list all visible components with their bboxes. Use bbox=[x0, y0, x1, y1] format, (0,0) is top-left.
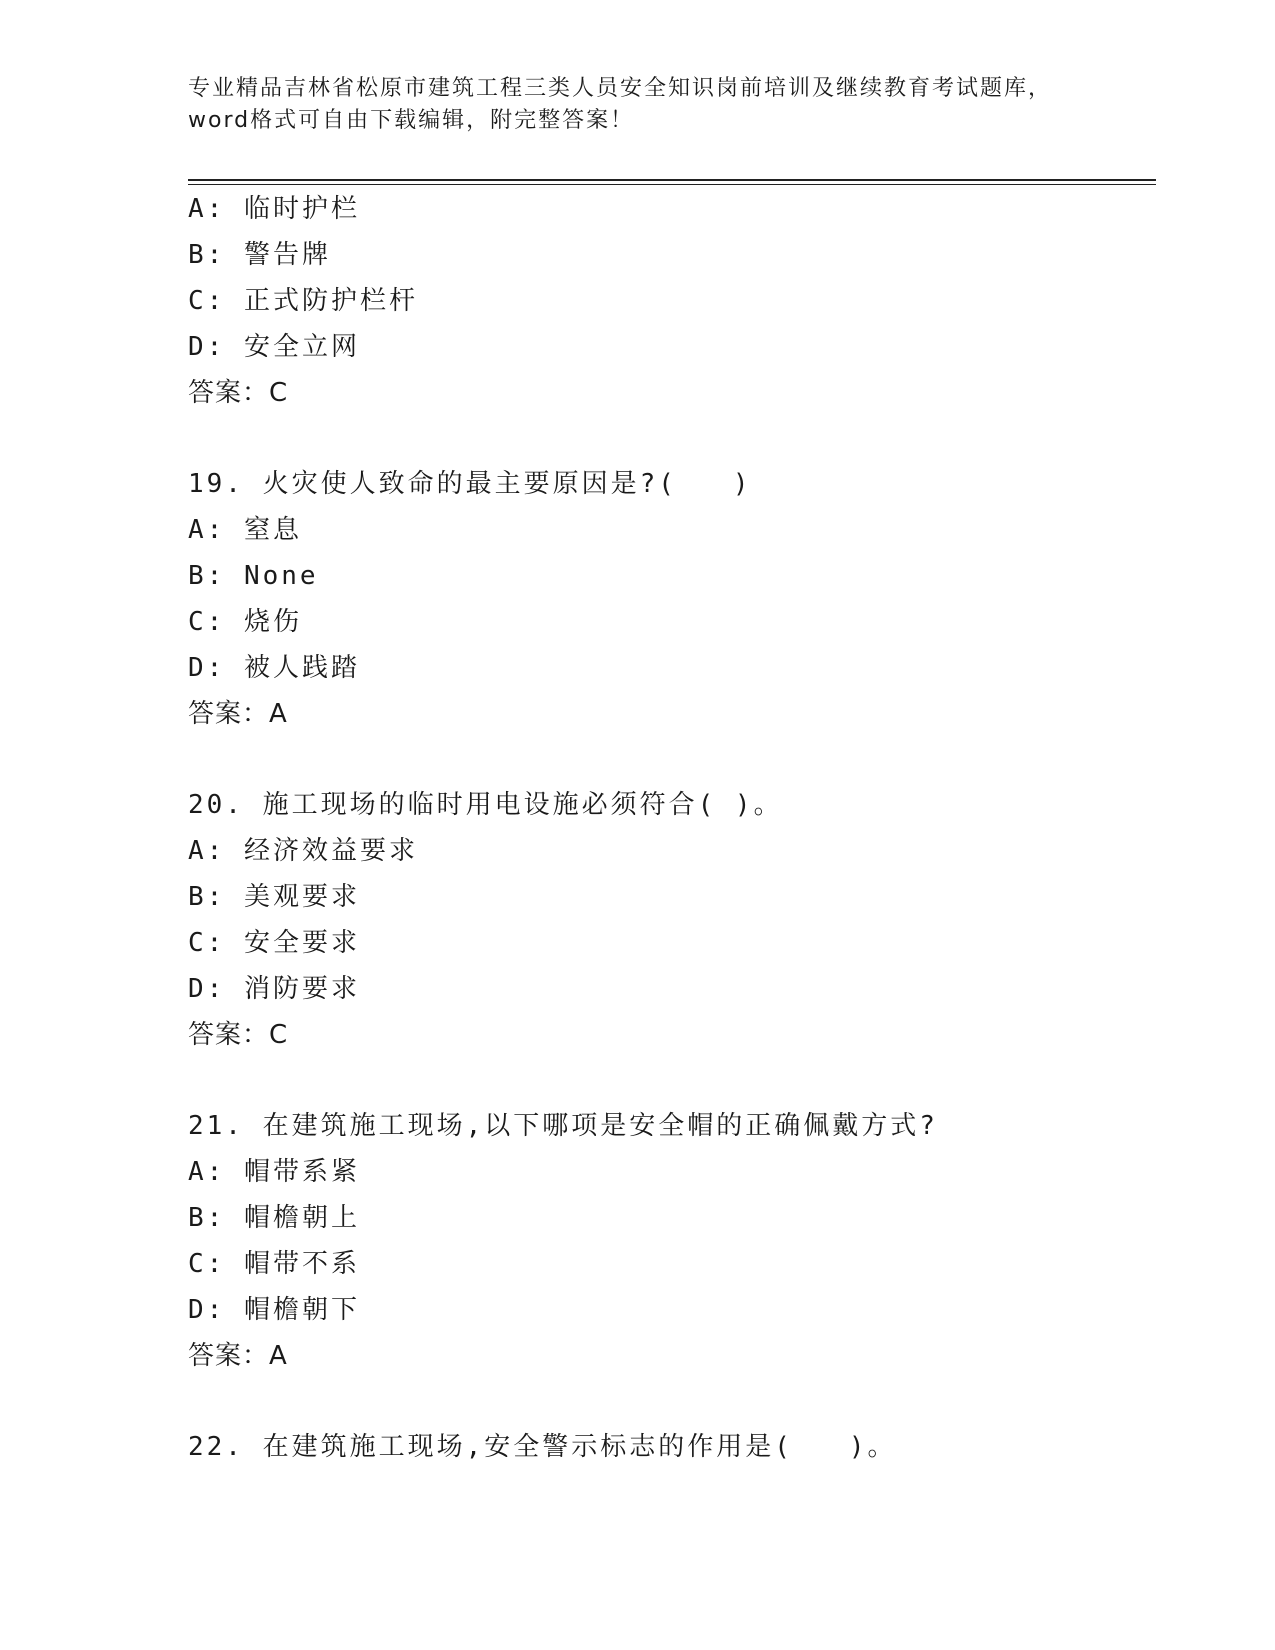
question-20-block bbox=[188, 782, 1156, 1058]
answer-line: 答案：C bbox=[188, 378, 289, 408]
spacer bbox=[188, 737, 1156, 782]
option-c: C: 帽带不系 bbox=[188, 1249, 360, 1279]
question-19-block bbox=[188, 461, 1156, 737]
header-divider bbox=[188, 179, 1156, 185]
option-c: C: 烧伤 bbox=[188, 607, 302, 637]
spacer bbox=[188, 416, 1156, 461]
question-text: 20. 施工现场的临时用电设施必须符合( )。 bbox=[188, 790, 783, 820]
option-c: C: 安全要求 bbox=[188, 928, 360, 958]
question-18-block bbox=[188, 186, 1156, 416]
option-d: D: 帽檐朝下 bbox=[188, 1295, 360, 1325]
spacer bbox=[188, 1058, 1156, 1103]
option-b: B: 美观要求 bbox=[188, 882, 360, 912]
question-21-block bbox=[188, 1103, 1156, 1379]
question-text: 21. 在建筑施工现场,以下哪项是安全帽的正确佩戴方式? bbox=[188, 1111, 938, 1141]
answer-line: 答案：C bbox=[188, 1020, 289, 1050]
option-a: A: 帽带系紧 bbox=[188, 1157, 360, 1187]
option-a: A: 经济效益要求 bbox=[188, 836, 418, 866]
header-line-2: word格式可自由下载编辑，附完整答案！ bbox=[188, 108, 635, 133]
option-a: A: 临时护栏 bbox=[188, 194, 360, 224]
option-b: B: None bbox=[188, 561, 319, 591]
question-22-block bbox=[188, 1424, 1156, 1470]
header-line-1: 专业精品吉林省松原市建筑工程三类人员安全知识岗前培训及继续教育考试题库， bbox=[188, 76, 1053, 101]
option-c: C: 正式防护栏杆 bbox=[188, 286, 418, 316]
option-d: D: 消防要求 bbox=[188, 974, 360, 1004]
option-d: D: 安全立网 bbox=[188, 332, 360, 362]
option-b: B: 帽檐朝上 bbox=[188, 1203, 360, 1233]
question-text: 19. 火灾使人致命的最主要原因是?( ) bbox=[188, 469, 752, 499]
option-d: D: 被人践踏 bbox=[188, 653, 360, 683]
question-text: 22. 在建筑施工现场,安全警示标志的作用是( )。 bbox=[188, 1432, 897, 1462]
document-header bbox=[188, 73, 1088, 137]
spacer bbox=[188, 1379, 1156, 1424]
option-b: B: 警告牌 bbox=[188, 240, 331, 270]
question-list bbox=[188, 186, 1156, 1470]
answer-line: 答案：A bbox=[188, 699, 288, 729]
option-a: A: 窒息 bbox=[188, 515, 302, 545]
answer-line: 答案：A bbox=[188, 1341, 288, 1371]
